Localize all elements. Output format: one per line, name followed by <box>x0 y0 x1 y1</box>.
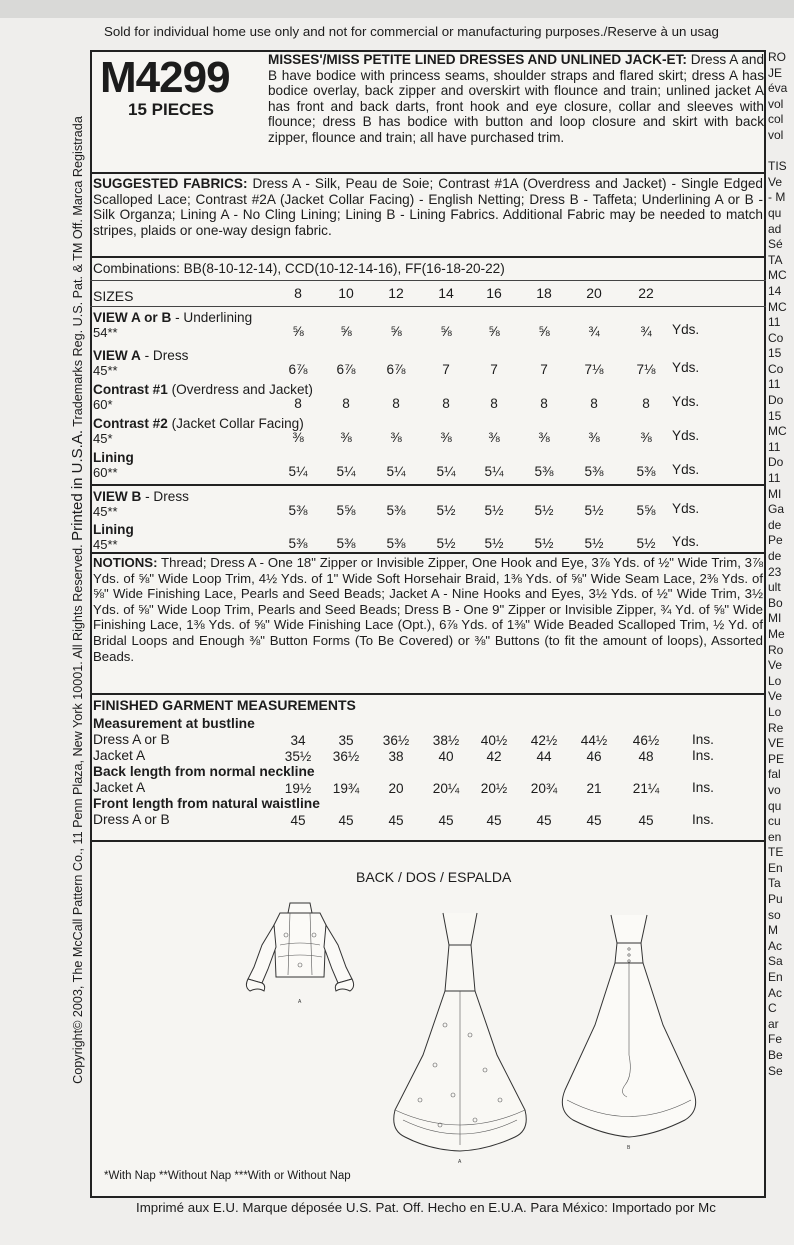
yardage-unit: Yds. <box>672 322 700 337</box>
row-item: - Dress <box>140 348 189 363</box>
yardage-cell: 7 <box>490 362 498 377</box>
size-header: 12 <box>388 285 404 301</box>
right-column-fragment: Pu <box>768 892 783 907</box>
measurement-cell: 38 <box>388 749 404 764</box>
size-header: 16 <box>486 285 502 301</box>
illustration-label-a: A <box>298 999 302 1005</box>
size-header: 8 <box>294 285 302 301</box>
yardage-cell: 5⅜ <box>288 536 308 551</box>
yardage-cell: ⅜ <box>440 430 452 445</box>
right-column-fragment: En <box>768 970 783 985</box>
suggested-fabrics <box>93 176 763 238</box>
right-column-fragment: Lo <box>768 673 782 688</box>
yardage-cell: 5¼ <box>336 464 356 479</box>
combinations: Combinations: BB(8-10-12-14), CCD(10-12-14-16), FF(16-18-20-22) <box>93 261 505 276</box>
right-column-fragment: Sa <box>768 954 783 969</box>
divider <box>90 172 766 174</box>
right-column-fragment: vo <box>768 782 781 797</box>
yardage-cell: 5¼ <box>288 464 308 479</box>
right-column-fragment: Ac <box>768 985 783 1000</box>
measurement-cell: 40 <box>438 749 454 764</box>
right-column-fragment: Sé <box>768 237 783 252</box>
measurement-cell: 45 <box>338 813 354 828</box>
fabric-width: 60* <box>93 397 113 412</box>
yardage-unit: Yds. <box>672 462 700 477</box>
right-column-fragment: Ve <box>768 174 783 189</box>
yardage-cell: 8 <box>590 396 598 411</box>
divider <box>90 552 766 554</box>
right-column-cutoff <box>768 50 794 1079</box>
measurement-cell: 45 <box>388 813 404 828</box>
measurement-cell: 44½ <box>580 733 608 748</box>
measurement-unit: Ins. <box>692 748 714 763</box>
yardage-unit: Yds. <box>672 360 700 375</box>
measurement-cell: 42½ <box>530 733 558 748</box>
measurement-unit: Ins. <box>692 812 714 827</box>
yardage-cell: ⅝ <box>538 324 550 339</box>
right-column-fragment: Se <box>768 1063 783 1078</box>
notions-label: NOTIONS: <box>93 555 158 570</box>
dress-b-back-illustration <box>545 905 715 1165</box>
right-column-fragment: MC <box>768 268 787 283</box>
row-group: Lining <box>93 522 134 537</box>
right-column-fragment: M <box>768 923 778 938</box>
measurement-row-label: Jacket A <box>93 780 146 795</box>
right-column-fragment: 14 <box>768 283 782 298</box>
divider <box>90 484 766 486</box>
yardage-cell: 5½ <box>584 536 604 551</box>
row-item: - Dress <box>141 489 189 504</box>
right-column-fragment: Co <box>768 330 784 345</box>
row-item: - Underlining <box>171 310 253 325</box>
row-group: VIEW A <box>93 348 141 363</box>
printed-text: Printed in U.S.A. <box>69 429 86 541</box>
row-group: Contrast #2 <box>93 416 168 431</box>
right-column-fragment: 15 <box>768 346 782 361</box>
sizes-label: SIZES <box>93 288 134 304</box>
pieces-count: 15 PIECES <box>128 100 214 119</box>
right-column-fragment: JE <box>768 65 783 80</box>
yardage-cell: 5½ <box>484 503 504 518</box>
row-group: VIEW B <box>93 489 142 504</box>
yardage-cell: 5⅜ <box>386 536 406 551</box>
illustration-label-a2: A <box>458 1159 462 1165</box>
yardage-cell: ⅜ <box>340 430 352 445</box>
yardage-row-label <box>93 416 304 431</box>
right-column-fragment: Co <box>768 361 784 376</box>
measurement-cell: 34 <box>290 733 306 748</box>
yardage-cell: 5⅜ <box>584 464 604 479</box>
measurement-unit: Ins. <box>692 780 714 795</box>
fabric-width: 60** <box>93 465 118 480</box>
measurement-cell: 21 <box>586 781 602 796</box>
yardage-cell: 5⅜ <box>336 536 356 551</box>
pattern-description <box>268 52 764 146</box>
right-column-fragment: - M <box>768 190 786 205</box>
yardage-cell: 6⅞ <box>336 362 356 377</box>
yardage-cell: 5½ <box>636 536 656 551</box>
right-column-fragment: 11 <box>768 471 781 486</box>
measurement-cell: 38½ <box>432 733 460 748</box>
yardage-cell: ⅝ <box>488 324 500 339</box>
measurement-cell: 45 <box>586 813 602 828</box>
right-column-fragment: ad <box>768 221 782 236</box>
right-column-fragment: RO <box>768 50 786 64</box>
measurement-cell: 20¾ <box>530 781 558 796</box>
right-column-fragment: Do <box>768 393 784 408</box>
right-column-fragment: En <box>768 860 783 875</box>
divider <box>90 306 766 307</box>
dress-a-back-illustration <box>375 905 545 1165</box>
right-column-fragment: so <box>768 907 781 922</box>
yardage-cell: 5¼ <box>484 464 504 479</box>
right-column-fragment: Be <box>768 1048 783 1062</box>
right-column-fragment: VE <box>768 736 785 751</box>
measurement-unit: Ins. <box>692 732 714 747</box>
right-column-fragment: qu <box>768 798 782 813</box>
yardage-cell: 5⅝ <box>636 503 656 518</box>
import-notice: Imprimé aux E.U. Marque déposée U.S. Pat. Off. Hecho en E.U.A. Para México: Importado por Mc <box>136 1200 716 1215</box>
fabric-width: 45** <box>93 363 118 378</box>
yardage-cell: 8 <box>294 396 302 411</box>
yardage-cell: 8 <box>540 396 548 411</box>
measurement-cell: 45 <box>486 813 502 828</box>
yardage-cell: ⅝ <box>340 324 352 339</box>
yardage-cell: 5½ <box>584 503 604 518</box>
size-header: 18 <box>536 285 552 301</box>
measurement-cell: 45 <box>290 813 306 828</box>
right-column-fragment: Ac <box>768 938 783 953</box>
yardage-row-label <box>93 489 189 504</box>
right-column-fragment: ult <box>768 580 781 595</box>
right-column-fragment <box>768 144 794 160</box>
measurement-section-title: Front length from natural waistline <box>93 796 320 811</box>
right-column-fragment: MC <box>768 299 787 314</box>
fabrics-text: Dress A - Silk, Peau de Soie; Contrast #1A (Overdress and Jacket) - Single Edged Scalloped Lace; Contrast #2A (Jacket Collar Facing) - English Netting; Dress B - Taffeta; Underlining A or B - Silk Organza; Lining A - No Cling Lining; Lining B - Lining Fabrics. Additional Fabric may be needed to match stripes, plaids or one-way design fabric. <box>93 176 763 238</box>
yardage-cell: 5½ <box>436 503 456 518</box>
measurement-cell: 35½ <box>284 749 312 764</box>
divider <box>90 693 766 695</box>
right-column-fragment: MI <box>768 611 782 626</box>
yardage-cell: ⅜ <box>538 430 550 445</box>
yardage-cell: 6⅞ <box>386 362 406 377</box>
yardage-unit: Yds. <box>672 394 700 409</box>
yardage-cell: 5¼ <box>386 464 406 479</box>
measurement-cell: 35 <box>338 733 354 748</box>
yardage-cell: 8 <box>392 396 400 411</box>
yardage-cell: 5½ <box>436 536 456 551</box>
measurement-cell: 20¼ <box>432 781 460 796</box>
fabrics-label: SUGGESTED FABRICS: <box>93 176 248 191</box>
yardage-cell: 5½ <box>484 536 504 551</box>
usage-notice: Sold for individual home use only and not for commercial or manufacturing purposes./Reserve à un usag <box>104 24 719 39</box>
fabric-width: 45* <box>93 431 113 446</box>
row-group: Lining <box>93 450 134 465</box>
right-column-fragment: 23 <box>768 564 782 579</box>
size-header: 22 <box>638 285 654 301</box>
notions <box>93 555 763 664</box>
notions-text: Thread; Dress A - One 18" Zipper or Invisible Zipper, One Hook and Eye, 3⅞ Yds. of ½" Wide Trim, 3⅞ Yds. of ⅝" Wide Loop Trim, 4½ Yds. of 1" Wide Soft Horsehair Braid, 1⅜ Yds. of ⅝" Wide Seam Lace, 2⅜ Yds. of ⅝" Wide Finishing Lace, Pearls and Seed Beads; Jacket A - Nine Hooks and Eyes, 3½ Yds. of ½" Wide Trim, 3½ Yds. of ⅝" Wide Loop Trim, Pearls and Seed Beads; Dress B - One 9" Zipper or Invisible Zipper, ¾ Yd. of ⅝" Wide Finishing Lace, 1⅜ Yds. of ⅝" Wide Finishing Lace (Opt.), 6⅞ Yds. of 1⅜" Wide Beaded Scalloped Trim, ½ Yd. of Bridal Loops and Enough ⅜" Button Forms (To Be Covered) or ⅜" Buttons (to fit the amount of loops), Assorted Beads. <box>93 555 763 664</box>
yardage-unit: Yds. <box>672 534 700 549</box>
yardage-row-label <box>93 310 252 325</box>
right-column-fragment: fal <box>768 767 781 782</box>
yardage-row-label <box>93 382 313 397</box>
right-column-fragment: MI <box>768 486 782 501</box>
measurement-cell: 19¾ <box>332 781 360 796</box>
nap-footnote: *With Nap **Without Nap ***With or Without Nap <box>104 1170 351 1182</box>
right-column-fragment: Lo <box>768 704 782 719</box>
right-column-fragment: Ro <box>768 642 784 657</box>
yardage-cell: 8 <box>490 396 498 411</box>
fabric-width: 45** <box>93 537 118 552</box>
copyright-text: Copyright© 2003, The McCall Pattern Co., 11 Penn Plaza, New York 10001. All Rights Reserved. <box>71 544 85 1084</box>
yardage-cell: ⅜ <box>640 430 652 445</box>
yardage-unit: Yds. <box>672 501 700 516</box>
right-column-fragment: en <box>768 829 782 844</box>
size-header: 10 <box>338 285 354 301</box>
yardage-cell: ¾ <box>588 324 600 339</box>
yardage-cell: 8 <box>642 396 650 411</box>
measurement-cell: 42 <box>486 749 502 764</box>
measurement-row-label: Dress A or B <box>93 732 170 747</box>
measurement-cell: 20 <box>388 781 404 796</box>
yardage-cell: ⅜ <box>292 430 304 445</box>
yardage-cell: ⅝ <box>440 324 452 339</box>
right-column-fragment: ar <box>768 1016 779 1031</box>
yardage-cell: ⅝ <box>292 324 304 339</box>
yardage-cell: 5½ <box>534 536 554 551</box>
yardage-cell: ⅜ <box>488 430 500 445</box>
measurement-cell: 40½ <box>480 733 508 748</box>
yardage-row-label <box>93 522 134 537</box>
right-column-fragment: C <box>768 1001 777 1016</box>
divider <box>90 840 766 842</box>
right-column-fragment: de <box>768 549 782 563</box>
right-column-fragment: Ve <box>768 689 783 704</box>
right-column-fragment: TA <box>768 252 783 267</box>
illustration-label-b: B <box>627 1145 631 1151</box>
measurement-cell: 45 <box>536 813 552 828</box>
measurements-title: FINISHED GARMENT MEASUREMENTS <box>93 697 356 713</box>
size-header: 14 <box>438 285 454 301</box>
right-column-fragment: 11 <box>768 377 781 392</box>
yardage-cell: 8 <box>342 396 350 411</box>
right-column-fragment: Ve <box>768 658 783 673</box>
yardage-cell: ¾ <box>640 324 652 339</box>
row-group: Contrast #1 <box>93 382 168 397</box>
description-title: MISSES'/MISS PETITE LINED DRESSES AND UNLINED JACK-ET: <box>268 52 687 67</box>
row-item: (Overdress and Jacket) <box>167 382 313 397</box>
fabric-width: 45** <box>93 504 118 519</box>
measurement-row-label: Dress A or B <box>93 812 170 827</box>
right-column-fragment: Re <box>768 720 784 735</box>
description-body: Dress A and B have bodice with princess seams, shoulder straps and flared skirt; dress A has bodice overlay, back zipper and overskirt with flounce and train; unlined jacket A has front and back darts, front hook and eye closure, collar and sleeves with flounce; dress B has bodice with button and loop closure and skirt with back zipper, flounce and train; all have purchased trim. <box>268 52 765 145</box>
yardage-cell: 7⅛ <box>636 362 656 377</box>
measurement-cell: 21¼ <box>632 781 660 796</box>
measurement-cell: 45 <box>438 813 454 828</box>
right-column-fragment: Bo <box>768 595 783 610</box>
measurement-section-title: Back length from normal neckline <box>93 764 315 779</box>
right-column-fragment: MC <box>768 424 787 439</box>
row-item: (Jacket Collar Facing) <box>167 416 304 431</box>
right-column-fragment: cu <box>768 814 781 829</box>
measurement-cell: 48 <box>638 749 654 764</box>
top-shadow-strip <box>0 0 794 18</box>
fabric-width: 54** <box>93 325 118 340</box>
yardage-cell: 5⅝ <box>336 503 356 518</box>
measurement-cell: 20½ <box>480 781 508 796</box>
right-column-fragment: de <box>768 517 782 532</box>
measurement-cell: 36½ <box>382 733 410 748</box>
right-column-fragment: Pe <box>768 533 783 548</box>
jacket-back-illustration <box>240 895 360 1005</box>
measurement-cell: 46½ <box>632 733 660 748</box>
pattern-number: M4299 <box>100 53 230 102</box>
yardage-cell: 5⅜ <box>534 464 554 479</box>
right-column-fragment: col <box>768 112 784 127</box>
yardage-cell: 8 <box>442 396 450 411</box>
measurement-cell: 44 <box>536 749 552 764</box>
yardage-row-label <box>93 348 188 363</box>
right-column-fragment: Fe <box>768 1032 783 1047</box>
yardage-cell: ⅜ <box>390 430 402 445</box>
back-view-title: BACK / DOS / ESPALDA <box>356 869 512 885</box>
right-column-fragment: vol <box>768 127 784 142</box>
right-column-fragment: Me <box>768 626 785 641</box>
right-column-fragment: PE <box>768 751 785 766</box>
yardage-cell: 7 <box>442 362 450 377</box>
right-column-fragment: Ta <box>768 876 781 891</box>
yardage-cell: 5⅜ <box>386 503 406 518</box>
size-header: 20 <box>586 285 602 301</box>
yardage-row-label <box>93 450 134 465</box>
measurement-row-label: Jacket A <box>93 748 146 763</box>
right-column-fragment: Ga <box>768 502 785 517</box>
right-column-fragment: éva <box>768 81 788 96</box>
right-column-fragment: vol <box>768 96 784 111</box>
right-column-fragment: Do <box>768 455 784 470</box>
right-column-fragment: qu <box>768 205 782 220</box>
divider <box>90 280 766 281</box>
yardage-unit: Yds. <box>672 428 700 443</box>
row-group: VIEW A or B <box>93 310 172 325</box>
yardage-cell: 6⅞ <box>288 362 308 377</box>
measurement-section-title: Measurement at bustline <box>93 716 255 731</box>
measurement-cell: 36½ <box>332 749 360 764</box>
measurement-cell: 19½ <box>284 781 312 796</box>
measurement-cell: 45 <box>638 813 654 828</box>
right-column-fragment: 11 <box>768 315 781 330</box>
yardage-cell: ⅜ <box>588 430 600 445</box>
right-column-fragment: TIS <box>768 159 787 174</box>
yardage-cell: 5⅜ <box>636 464 656 479</box>
yardage-cell: 5¼ <box>436 464 456 479</box>
yardage-cell: ⅝ <box>390 324 402 339</box>
right-column-fragment: 11 <box>768 439 781 454</box>
yardage-cell: 5⅜ <box>288 503 308 518</box>
measurement-cell: 46 <box>586 749 602 764</box>
yardage-cell: 7 <box>540 362 548 377</box>
right-column-fragment: 15 <box>768 408 782 423</box>
right-column-fragment: TE <box>768 845 784 860</box>
trademark-text: Trademarks Reg. U.S. Pat. & TM Off. Marca Registrada <box>71 116 85 427</box>
yardage-cell: 7⅛ <box>584 362 604 377</box>
divider <box>90 256 766 258</box>
yardage-cell: 5½ <box>534 503 554 518</box>
